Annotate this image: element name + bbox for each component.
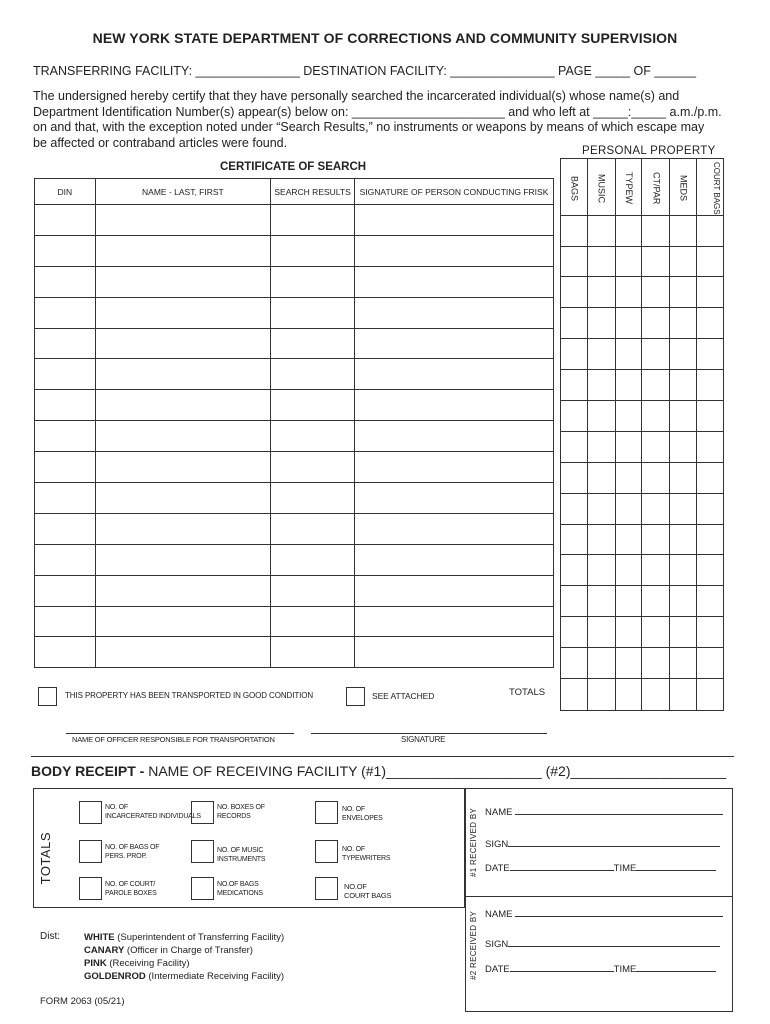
ctpar-cell[interactable]: [642, 648, 670, 679]
received-by-box: [465, 788, 733, 1012]
bags-cell[interactable]: [561, 493, 588, 524]
certification-line-2[interactable]: Department Identification Number(s) appear(s) below on: ______________________ and who left at _____:_____ a.m./p.m.: [33, 104, 722, 119]
ctpar-cell[interactable]: [642, 555, 670, 586]
officer-label: NAME OF OFFICER RESPONSIBLE FOR TRANSPORTATION: [72, 735, 275, 744]
name-cell[interactable]: [95, 452, 270, 483]
din-cell[interactable]: [35, 452, 96, 483]
name-cell[interactable]: [95, 606, 270, 637]
dist-label: Dist:: [40, 931, 60, 942]
typew-cell[interactable]: [615, 555, 642, 586]
court-bags-cell[interactable]: [697, 648, 724, 679]
envelopes-count-label: NO. OF ENVELOPES: [342, 806, 383, 822]
property-table-row: [561, 493, 724, 524]
typew-cell[interactable]: [615, 586, 642, 617]
property-table-row: [561, 370, 724, 401]
ctpar-cell[interactable]: [642, 215, 670, 246]
col-typew: TYPEW: [624, 172, 635, 205]
signature-cell[interactable]: [355, 637, 554, 668]
court-bags-cell[interactable]: [697, 277, 724, 308]
search-results-cell[interactable]: [271, 575, 355, 606]
music-cell[interactable]: [587, 524, 615, 555]
property-table-row: [561, 431, 724, 462]
signature-cell[interactable]: [355, 266, 554, 297]
meds-cell[interactable]: [670, 246, 697, 277]
typew-cell[interactable]: [615, 308, 642, 339]
search-table-row: [35, 421, 554, 452]
search-table-row: [35, 205, 554, 236]
col-meds: MEDS: [678, 175, 689, 202]
typew-cell[interactable]: [615, 246, 642, 277]
typew-cell[interactable]: [615, 339, 642, 370]
music-cell[interactable]: [587, 370, 615, 401]
signature-cell[interactable]: [355, 359, 554, 390]
bags-cell[interactable]: [561, 555, 588, 586]
din-cell[interactable]: [35, 205, 96, 236]
name-cell[interactable]: [95, 359, 270, 390]
bags-count-label: NO. OF BAGS OF PERS. PROP.: [105, 844, 160, 860]
bags-cell[interactable]: [561, 678, 588, 710]
signature-cell[interactable]: [355, 421, 554, 452]
music-cell[interactable]: [587, 678, 615, 710]
typew-cell[interactable]: [615, 648, 642, 679]
music-count-label: NO. OF MUSIC INSTRUMENTS: [217, 847, 266, 863]
body-receipt-line: [31, 763, 726, 779]
search-results-cell[interactable]: [271, 205, 355, 236]
distribution-list: [84, 931, 284, 983]
music-cell[interactable]: [587, 648, 615, 679]
search-table-row: [35, 328, 554, 359]
din-cell[interactable]: [35, 359, 96, 390]
din-cell[interactable]: [35, 297, 96, 328]
received-by-1-label: #1 RECEIVED BY: [469, 807, 478, 877]
received-1-name-field[interactable]: NAME: [485, 806, 723, 818]
envelopes-count-box[interactable]: [315, 801, 338, 824]
ctpar-cell[interactable]: [642, 586, 670, 617]
dist-canary: CANARY (Officer in Charge of Transfer): [84, 945, 253, 956]
see-attached-checkbox[interactable]: [346, 687, 365, 706]
incarcerated-count-label: NO. OF INCARCERATED INDIVIDUALS: [105, 804, 201, 820]
music-cell[interactable]: [587, 215, 615, 246]
music-cell[interactable]: [587, 493, 615, 524]
incarcerated-count-box[interactable]: [79, 801, 102, 824]
bags-cell[interactable]: [561, 524, 588, 555]
property-table: [560, 158, 724, 711]
ctpar-cell[interactable]: [642, 339, 670, 370]
meds-cell[interactable]: [670, 493, 697, 524]
court-bags-cell[interactable]: [697, 370, 724, 401]
property-table-row: [561, 400, 724, 431]
music-cell[interactable]: [587, 586, 615, 617]
property-table-row: [561, 246, 724, 277]
din-cell[interactable]: [35, 544, 96, 575]
court-bags-cell[interactable]: [697, 215, 724, 246]
ctpar-cell[interactable]: [642, 678, 670, 710]
din-cell[interactable]: [35, 637, 96, 668]
music-cell[interactable]: [587, 431, 615, 462]
search-table-row: [35, 359, 554, 390]
signature-label: SIGNATURE: [401, 735, 446, 744]
property-table-row: [561, 215, 724, 246]
meds-cell[interactable]: [670, 400, 697, 431]
name-cell[interactable]: [95, 205, 270, 236]
name-cell[interactable]: [95, 235, 270, 266]
signature-cell[interactable]: [355, 297, 554, 328]
signature-cell[interactable]: [355, 390, 554, 421]
search-table-row: [35, 297, 554, 328]
court-bags-cell[interactable]: [697, 524, 724, 555]
search-table-row: [35, 390, 554, 421]
din-cell[interactable]: [35, 328, 96, 359]
received-1-date-time-field[interactable]: DATE TIME: [485, 862, 716, 874]
signature-cell[interactable]: [355, 483, 554, 514]
search-table-row: [35, 235, 554, 266]
received-by-2-label: #2 RECEIVED BY: [469, 910, 478, 980]
typewriters-count-box[interactable]: [315, 840, 338, 863]
typew-cell[interactable]: [615, 678, 642, 710]
meds-cell[interactable]: [670, 308, 697, 339]
court-bags-cell[interactable]: [697, 555, 724, 586]
name-cell[interactable]: [95, 266, 270, 297]
name-cell[interactable]: [95, 575, 270, 606]
signature-cell[interactable]: [355, 606, 554, 637]
typew-cell[interactable]: [615, 431, 642, 462]
certificate-of-search-title: CERTIFICATE OF SEARCH: [220, 161, 367, 173]
signature-cell[interactable]: [355, 235, 554, 266]
property-totals-row: [561, 678, 724, 710]
officer-line[interactable]: [66, 733, 294, 734]
court-bags-cell[interactable]: [697, 586, 724, 617]
form-number: FORM 2063 (05/21): [40, 996, 125, 1007]
search-results-cell[interactable]: [271, 297, 355, 328]
bags-cell[interactable]: [561, 370, 588, 401]
dist-white: WHITE (Superintendent of Transferring Facility): [84, 932, 285, 943]
receiving-facility-fields[interactable]: NAME OF RECEIVING FACILITY (#1)____________________ (#2)____________________: [144, 763, 727, 779]
meds-cell[interactable]: [670, 586, 697, 617]
music-cell[interactable]: [587, 555, 615, 586]
bags-cell[interactable]: [561, 339, 588, 370]
music-cell[interactable]: [587, 277, 615, 308]
col-court-bags: COURT BAGS: [712, 162, 722, 215]
typew-cell[interactable]: [615, 493, 642, 524]
music-cell[interactable]: [587, 400, 615, 431]
medications-count-box[interactable]: [191, 877, 214, 900]
name-cell[interactable]: [95, 544, 270, 575]
property-table-row: [561, 617, 724, 648]
name-cell[interactable]: [95, 297, 270, 328]
meds-cell[interactable]: [670, 339, 697, 370]
typew-cell[interactable]: [615, 215, 642, 246]
typew-cell[interactable]: [615, 370, 642, 401]
music-cell[interactable]: [587, 339, 615, 370]
search-table-row: [35, 513, 554, 544]
typew-cell[interactable]: [615, 277, 642, 308]
personal-property-title: PERSONAL PROPERTY: [582, 145, 716, 157]
col-name: NAME - LAST, FIRST: [95, 179, 270, 205]
search-results-cell[interactable]: [271, 606, 355, 637]
court-bags-cell[interactable]: [697, 308, 724, 339]
court-bags-count-label: NO.OF COURT BAGS: [344, 882, 392, 900]
property-table-header: [561, 159, 724, 216]
received-2-sign-field[interactable]: SIGN: [485, 938, 720, 950]
bags-cell[interactable]: [561, 277, 588, 308]
signature-cell[interactable]: [355, 575, 554, 606]
ctpar-cell[interactable]: [642, 277, 670, 308]
totals-vertical-label: TOTALS: [38, 832, 53, 885]
typewriters-count-label: NO. OF TYPEWRITERS: [342, 846, 391, 862]
bags-cell[interactable]: [561, 462, 588, 493]
signature-cell[interactable]: [355, 544, 554, 575]
col-din: DIN: [35, 179, 96, 205]
property-table-row: [561, 586, 724, 617]
search-results-cell[interactable]: [271, 390, 355, 421]
search-results-cell[interactable]: [271, 637, 355, 668]
search-results-cell[interactable]: [271, 328, 355, 359]
music-cell[interactable]: [587, 617, 615, 648]
search-table-row: [35, 266, 554, 297]
records-boxes-count-label: NO. BOXES OF RECORDS: [217, 804, 265, 820]
ctpar-cell[interactable]: [642, 246, 670, 277]
ctpar-cell[interactable]: [642, 400, 670, 431]
ctpar-cell[interactable]: [642, 524, 670, 555]
bags-cell[interactable]: [561, 215, 588, 246]
din-cell[interactable]: [35, 235, 96, 266]
bags-cell[interactable]: [561, 308, 588, 339]
property-table-row: [561, 277, 724, 308]
form-title: NEW YORK STATE DEPARTMENT OF CORRECTIONS AND COMMUNITY SUPERVISION: [92, 30, 678, 46]
din-cell[interactable]: [35, 575, 96, 606]
name-cell[interactable]: [95, 421, 270, 452]
property-table-row: [561, 462, 724, 493]
signature-line[interactable]: [311, 733, 547, 734]
search-results-cell[interactable]: [271, 483, 355, 514]
received-2-name-field[interactable]: NAME: [485, 908, 723, 920]
certification-line-4: be affected or contraband articles were found.: [33, 135, 288, 150]
ctpar-cell[interactable]: [642, 308, 670, 339]
medications-count-label: NO.OF BAGS MEDICATIONS: [217, 881, 263, 897]
court-bags-cell[interactable]: [697, 617, 724, 648]
court-bags-cell[interactable]: [697, 431, 724, 462]
search-results-cell[interactable]: [271, 266, 355, 297]
bags-cell[interactable]: [561, 400, 588, 431]
meds-cell[interactable]: [670, 370, 697, 401]
bags-cell[interactable]: [561, 246, 588, 277]
meds-cell[interactable]: [670, 555, 697, 586]
property-table-row: [561, 524, 724, 555]
bags-count-box[interactable]: [79, 840, 102, 863]
name-cell[interactable]: [95, 483, 270, 514]
ctpar-cell[interactable]: [642, 462, 670, 493]
music-cell[interactable]: [587, 462, 615, 493]
court-bags-cell[interactable]: [697, 400, 724, 431]
meds-cell[interactable]: [670, 462, 697, 493]
search-results-cell[interactable]: [271, 359, 355, 390]
section-divider: [31, 756, 734, 757]
typew-cell[interactable]: [615, 400, 642, 431]
typew-cell[interactable]: [615, 617, 642, 648]
totals-label: TOTALS: [509, 687, 546, 698]
facility-line[interactable]: TRANSFERRING FACILITY: _______________ DESTINATION FACILITY: _______________ PAGE _____ OF ______: [33, 64, 697, 78]
records-boxes-count-box[interactable]: [191, 801, 214, 824]
bags-cell[interactable]: [561, 648, 588, 679]
search-results-cell[interactable]: [271, 235, 355, 266]
music-cell[interactable]: [587, 308, 615, 339]
good-condition-label: THIS PROPERTY HAS BEEN TRANSPORTED IN GOOD CONDITION: [65, 691, 314, 700]
certification-line-3: on and that, with the exception noted under “Search Results,” no instruments or weapons by means of which escape may: [33, 120, 705, 134]
col-search-results: SEARCH RESULTS: [271, 179, 355, 205]
meds-cell[interactable]: [670, 215, 697, 246]
property-table-row: [561, 339, 724, 370]
search-results-cell[interactable]: [271, 513, 355, 544]
typew-cell[interactable]: [615, 524, 642, 555]
music-count-box[interactable]: [191, 840, 214, 863]
meds-cell[interactable]: [670, 277, 697, 308]
property-table-row: [561, 555, 724, 586]
meds-cell[interactable]: [670, 617, 697, 648]
signature-cell[interactable]: [355, 452, 554, 483]
meds-cell[interactable]: [670, 678, 697, 710]
see-attached-label: SEE ATTACHED: [372, 691, 435, 701]
search-table-row: [35, 637, 554, 668]
ctpar-cell[interactable]: [642, 493, 670, 524]
court-bags-cell[interactable]: [697, 493, 724, 524]
search-table-row: [35, 483, 554, 514]
music-cell[interactable]: [587, 246, 615, 277]
dist-pink: PINK (Receiving Facility): [84, 958, 190, 969]
search-table-row: [35, 452, 554, 483]
din-cell[interactable]: [35, 483, 96, 514]
property-table-row: [561, 308, 724, 339]
certification-text: [33, 89, 733, 151]
name-cell[interactable]: [95, 637, 270, 668]
search-table-header: [35, 179, 554, 205]
court-bags-cell[interactable]: [697, 462, 724, 493]
bags-cell[interactable]: [561, 431, 588, 462]
court-parole-count-label: NO. OF COURT/ PAROLE BOXES: [105, 881, 157, 897]
meds-cell[interactable]: [670, 648, 697, 679]
court-bags-cell[interactable]: [697, 339, 724, 370]
name-cell[interactable]: [95, 513, 270, 544]
ctpar-cell[interactable]: [642, 431, 670, 462]
name-cell[interactable]: [95, 328, 270, 359]
col-signature: SIGNATURE OF PERSON CONDUCTING FRISK: [355, 179, 554, 205]
typew-cell[interactable]: [615, 462, 642, 493]
received-2-date-time-field[interactable]: DATE TIME: [485, 963, 716, 975]
col-ctpar: CT/PAR: [651, 172, 662, 205]
body-receipt-heading: BODY RECEIPT -: [31, 763, 145, 779]
certification-line-1: The undersigned hereby certify that they have personally searched the incarcerated individual(s) whose name(s) and: [33, 89, 680, 103]
col-bags: BAGS: [569, 175, 580, 201]
search-table: [34, 178, 554, 668]
meds-cell[interactable]: [670, 431, 697, 462]
signature-cell[interactable]: [355, 513, 554, 544]
good-condition-checkbox[interactable]: [38, 687, 57, 706]
search-results-cell[interactable]: [271, 544, 355, 575]
search-table-row: [35, 544, 554, 575]
signature-cell[interactable]: [355, 328, 554, 359]
bags-cell[interactable]: [561, 617, 588, 648]
ctpar-cell[interactable]: [642, 617, 670, 648]
received-1-sign-field[interactable]: SIGN: [485, 838, 720, 850]
din-cell[interactable]: [35, 421, 96, 452]
signature-cell[interactable]: [355, 205, 554, 236]
din-cell[interactable]: [35, 266, 96, 297]
court-parole-count-box[interactable]: [79, 877, 102, 900]
din-cell[interactable]: [35, 513, 96, 544]
meds-cell[interactable]: [670, 524, 697, 555]
search-results-cell[interactable]: [271, 421, 355, 452]
court-bags-cell[interactable]: [697, 678, 724, 710]
name-cell[interactable]: [95, 390, 270, 421]
search-table-row: [35, 575, 554, 606]
bags-cell[interactable]: [561, 586, 588, 617]
din-cell[interactable]: [35, 606, 96, 637]
search-results-cell[interactable]: [271, 452, 355, 483]
court-bags-count-box[interactable]: [315, 877, 338, 900]
court-bags-cell[interactable]: [697, 246, 724, 277]
din-cell[interactable]: [35, 390, 96, 421]
col-music: MUSIC: [596, 173, 607, 203]
search-table-row: [35, 606, 554, 637]
ctpar-cell[interactable]: [642, 370, 670, 401]
property-table-row: [561, 648, 724, 679]
dist-goldenrod: GOLDENROD (Intermediate Receiving Facility): [84, 971, 285, 982]
